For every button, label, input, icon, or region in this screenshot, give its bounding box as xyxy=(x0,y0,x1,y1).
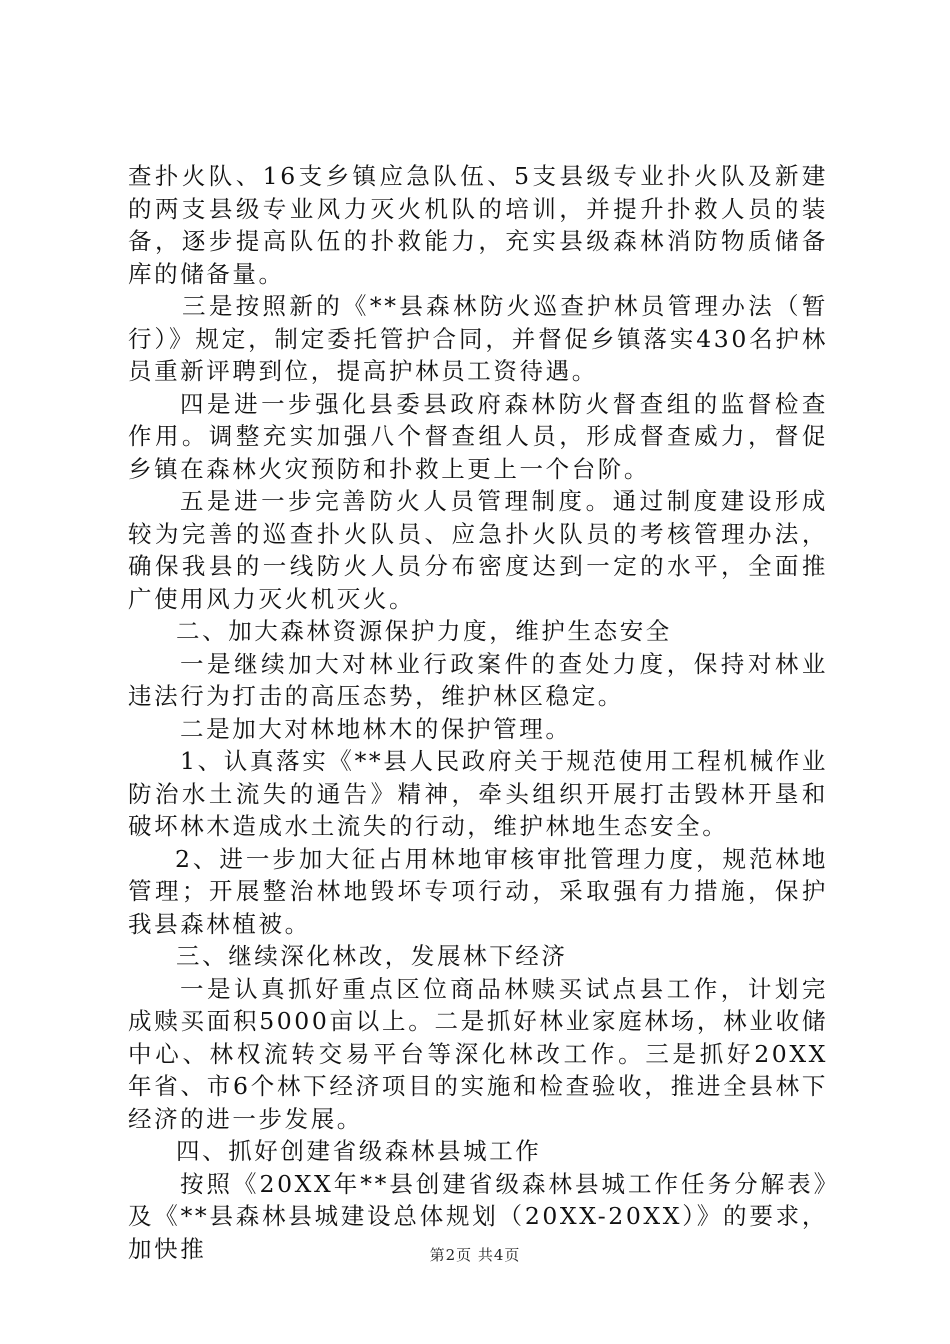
paragraph-section-two-item-two: 二是加大对林地林木的保护管理。 xyxy=(180,714,572,743)
paragraph-item-five: 五是进一步完善防火人员管理制度。通过制度建设形成较为完善的巡查扑火队员、应急扑火队员的考核管理办法，确保我县的一线防火人员分布密度达到一定的水平，全面推广使用风力灭火机灭火。 xyxy=(128,487,828,613)
paragraph-item-four: 四是进一步强化县委县政府森林防火督查组的监督检查作用。调整充实加强八个督查组人员，形成督查威力，督促乡镇在森林火灾预防和扑救上更上一个台阶。 xyxy=(128,389,828,483)
paragraph-subitem-2: 2、进一步加大征占用林地审核审批管理力度，规范林地管理；开展整治林地毁坏专项行动，采取强有力措施，保护我县森林植被。 xyxy=(128,844,828,938)
paragraph-section-four: 按照《20XX年**县创建省级森林县城工作任务分解表》及《**县森林县城建设总体规划（20XX-20XX）》的要求，加快推 xyxy=(128,1169,828,1263)
paragraph-subitem-1: 1、认真落实《**县人民政府关于规范使用工程机械作业防治水土流失的通告》精神，牵头组织开展打击毁林开垦和破坏林木造成水土流失的行动，维护林地生态安全。 xyxy=(128,747,828,840)
section-heading-four: 四、抓好创建省级森林县城工作 xyxy=(176,1137,542,1165)
paragraph-item-three: 三是按照新的《**县森林防火巡查护林员管理办法（暂行）》规定，制定委托管护合同，并督促乡镇落实430名护林员重新评聘到位，提高护林员工资待遇。 xyxy=(128,292,828,385)
section-heading-three: 三、继续深化林改，发展林下经济 xyxy=(176,942,568,970)
document-body xyxy=(128,160,828,1265)
paragraph-continuation: 查扑火队、16支乡镇应急队伍、5支县级专业扑火队及新建的两支县级专业风力灭火机队的培训，并提升扑救人员的装备，逐步提高队伍的扑救能力，充实县级森林消防物质储备库的储备量。 xyxy=(128,162,828,288)
paragraph-section-three: 一是认真抓好重点区位商品林赎买试点县工作，计划完成赎买面积5000亩以上。二是抓好林业家庭林场，林业收储中心、林权流转交易平台等深化林改工作。三是抓好20XX年省、市6个林下经济项目的实施和检查验收，推进全县林下经济的进一步发展。 xyxy=(128,974,828,1133)
page-number-footer: 第2页 共4页 xyxy=(429,1246,521,1264)
section-heading-two: 二、加大森林资源保护力度，维护生态安全 xyxy=(176,617,672,645)
paragraph-section-two-item-one: 一是继续加大对林业行政案件的查处力度，保持对林业违法行为打击的高压态势，维护林区稳定。 xyxy=(128,649,828,710)
